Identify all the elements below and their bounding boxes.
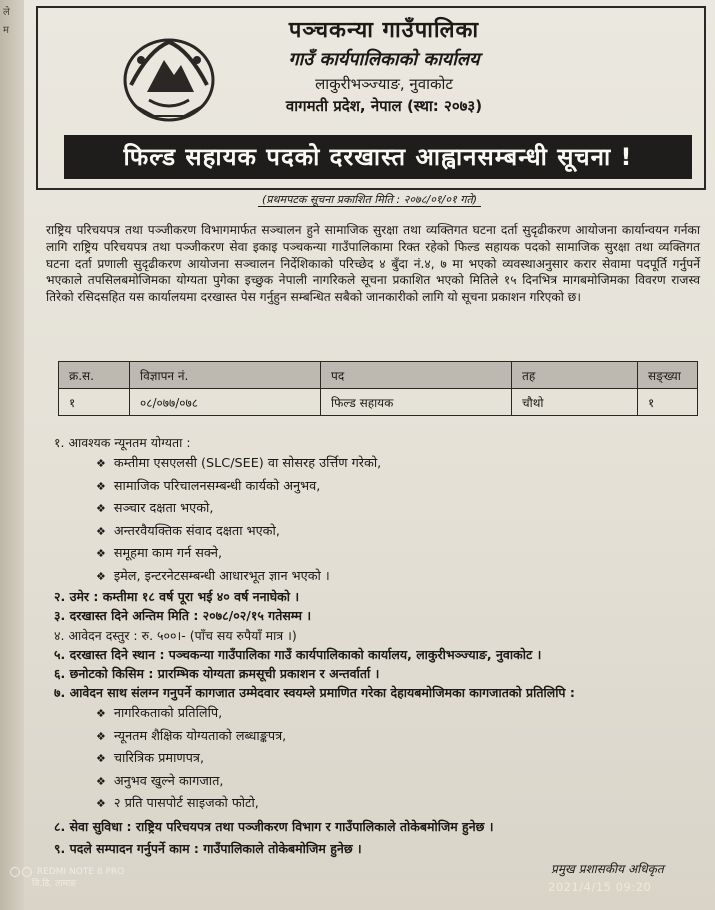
col-ad-no: विज्ञापन नं. [130, 362, 321, 389]
col-count: सङ्ख्या [638, 362, 698, 389]
col-level: तह [512, 362, 638, 389]
table-header-row [59, 362, 698, 389]
clause-duties: ९. पदले सम्पादन गर्नुपर्ने काम : गाउँपालिकाले तोकेबमोजिम हुनेछ । [54, 841, 362, 856]
clause-age: २. उमेर : कम्तीमा १८ वर्ष पूरा भई ४० वर्ष ननाघेको । [54, 589, 300, 604]
signature-title: प्रमुख प्रशासकीय अधिकृत [551, 862, 664, 876]
list-item: ❖ चारित्रिक प्रमाणपत्र, [96, 748, 714, 771]
office-name: पञ्चकन्या गाउँपालिका [288, 18, 480, 43]
device-name: REDMI NOTE 8 PRO [36, 867, 125, 877]
col-post: पद [321, 362, 512, 389]
list-item: ❖ सामाजिक परिचालनसम्बन्धी कार्यको अनुभव, [96, 476, 714, 499]
office-address: लाकुरीभञ्ज्याङ, नुवाकोट [315, 75, 453, 93]
cell-ad-no: ०८/०७७/०७८ [130, 389, 321, 416]
province-line: वागमती प्रदेश, नेपाल (स्था: २०७३) [285, 97, 483, 115]
photo-timestamp: 2021/4/15 09:20 [548, 880, 652, 894]
cell-sn: १ [59, 389, 130, 416]
intro-paragraph: राष्ट्रिय परिचयपत्र तथा पञ्जीकरण विभागमार्फत सञ्चालन हुने सामाजिक सुरक्षा तथा व्यक्तिगत घटना दर्ता सुदृढीकरण आयोजना कार्यान्वयन गर्नका लागि राष्ट्रिय परिचयपत्र तथा पञ्जीकरण सेवा इकाइ पञ्चकन्या गाउँपालिकामा रिक्त रहेको फिल्ड सहायक पदको सामाजिक सुरक्षा तथा व्यक्तिगत घटना दर्ता प्रणाली सुदृढीकरण आयोजना सञ्चालन निर्देशिकाको परिच्छेद ४ बुँदा नं.४, ७ मा भएको व्यवस्थाअनुसार करार सेवामा पदपूर्ति गर्नुपर्ने भएकाले तपसिलबमोजिमका योग्यता पुगेका इच्छुक नेपाली नागरिकले सूचना प्रकाशित भएको मितिले १५ दिनभित्र मागबमोजिमका विवरण राजस्व तिरेको रसिदसहित यस कार्यालयमा दरखास्त पेस गर्नुहुन सम्बन्धित सबैको जानकारीको लागि यो सूचना प्रकाशन गरिएको छ। [46, 223, 700, 305]
cell-count: १ [638, 389, 698, 416]
device-sub: वि.डि. तामाङ [32, 879, 76, 889]
list-item: ❖ न्यूनतम शैक्षिक योग्यताको लब्धाङ्कपत्र, [96, 726, 714, 749]
list-item: ❖ अनुभव खुल्ने कागजात, [96, 771, 714, 794]
col-sn: क्र.स. [59, 362, 130, 389]
documents-heading: ७. आवेदन साथ संलग्न गनुपर्ने कागजात उम्मेदवार स्वयम्ले प्रमाणित गरेका देहायबमोजिमका कागजातको प्रतिलिपि : [54, 685, 575, 700]
clause-selection: ६. छनोटको किसिम : प्रारम्भिक योग्यता क्रमसूची प्रकाशन र अन्तर्वार्ता । [54, 666, 380, 681]
list-item: ❖ २ प्रति पासपोर्ट साइजको फोटो, [96, 793, 714, 816]
qualification-list [54, 453, 714, 588]
qualification-heading: १. आवश्यक न्यूनतम योग्यता : [54, 435, 191, 450]
edge-char: म [3, 25, 9, 36]
camera-lens-icon [10, 867, 20, 877]
list-item: ❖ समूहमा काम गर्न सक्ने, [96, 543, 714, 566]
publish-date-text: (प्रथमपटक सूचना प्रकाशित मिति : २०७८/०१/०१ गते) [258, 193, 481, 207]
clause-deadline: ३. दरखास्त दिने अन्तिम मिति : २०७८/०२/१५ गतेसम्म । [54, 608, 312, 623]
list-item: ❖ इमेल, इन्टरनेटसम्बन्धी आधारभूत ज्ञान भएको । [96, 566, 714, 589]
cell-post: फिल्ड सहायक [321, 389, 512, 416]
list-item: ❖ कम्तीमा एसएलसी (SLC/SEE) वा सोसरह उर्त्तिण गरेको, [96, 453, 714, 476]
list-item: ❖ अन्तरवैयक्तिक संवाद दक्षता भएको, [96, 521, 714, 544]
executive-office: गाउँ कार्यपालिकाको कार्यालय [288, 49, 480, 70]
clause-benefits: ८. सेवा सुविधा : राष्ट्रिय परिचयपत्र तथा पञ्जीकरण विभाग र गाउँपालिकाले तोकेबमोजिम हुनेछ । [54, 819, 494, 834]
notice-paper [24, 0, 715, 910]
qualification-section [54, 434, 714, 588]
list-item: ❖ सञ्चार दक्षता भएको, [96, 498, 714, 521]
edge-char: ले [3, 7, 10, 18]
cell-level: चौथो [512, 389, 638, 416]
notice-title: फिल्ड सहायक पदको दरखास्त आह्वानसम्बन्धी सूचना ! [64, 135, 692, 179]
vacancy-table [58, 361, 698, 416]
publish-date [24, 192, 715, 207]
adjacent-page-edge [0, 0, 24, 910]
table-row [59, 389, 698, 416]
documents-section [54, 684, 714, 816]
camera-watermark [10, 866, 124, 890]
clause-place: ५. दरखास्त दिने स्थान : पञ्चकन्या गाउँपालिका गाउँ कार्यपालिकाको कार्यालय, लाकुरीभञ्ज्याङ, नुवाकोट । [54, 647, 542, 662]
documents-list [54, 703, 714, 816]
letterhead [204, 12, 564, 116]
list-item: ❖ नागरिकताको प्रतिलिपि, [96, 703, 714, 726]
camera-lens-icon [22, 867, 32, 877]
clause-fee: ४. आवेदन दस्तुर : रु. ५००।- (पाँच सय रुपैयाँ मात्र ।) [54, 628, 297, 643]
